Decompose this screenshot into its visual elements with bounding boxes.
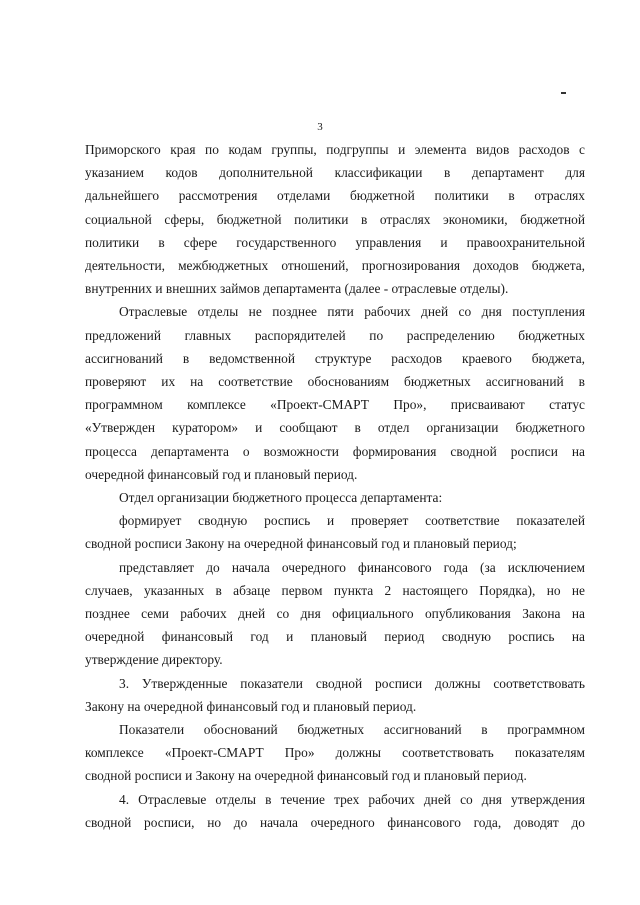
text-line: очередной финансовый год и плановый период сводную роспись на	[85, 629, 585, 645]
text-line: комплексе «Проект-СМАРТ Про» должны соответствовать показателям	[85, 745, 585, 761]
text-line: проверяют их на соответствие обоснованиям бюджетных ассигнований в	[85, 374, 585, 390]
text-line: дальнейшего рассмотрения отделами бюджетной политики в отраслях	[85, 188, 585, 204]
corner-mark	[561, 92, 566, 94]
text-line: Отдел организации бюджетного процесса департамента:	[119, 490, 443, 506]
text-line: позднее семи рабочих дней со дня официального опубликования Закона на	[85, 606, 585, 622]
text-line: ассигнований в ведомственной структуре расходов краевого бюджета,	[85, 350, 585, 366]
document-text-body	[85, 138, 585, 834]
text-line: утверждение директору.	[85, 652, 223, 668]
text-line: социальной сферы, бюджетной политики в отраслях экономики, бюджетной	[85, 211, 585, 227]
text-line: Приморского края по кодам группы, подгруппы и элемента видов расходов с	[85, 142, 585, 157]
text-line: Показатели обоснований бюджетных ассигнований в программном	[119, 722, 585, 738]
text-line: 4. Отраслевые отделы в течение трех рабочих дней со дня утверждения	[119, 791, 585, 807]
text-line: Закону на очередной финансовый год и плановый период.	[85, 698, 417, 714]
text-line: программном комплексе «Проект-СМАРТ Про», присваивают статус	[85, 397, 585, 413]
text-line: политики в сфере государственного управления и правоохранительной	[85, 234, 585, 250]
text-line: случаев, указанных в абзаце первом пункта 2 настоящего Порядка), но не	[85, 582, 585, 598]
text-line: процесса департамента о возможности формирования сводной росписи на	[85, 443, 585, 459]
text-line: «Утвержден куратором» и сообщают в отдел организации бюджетного	[85, 420, 585, 436]
text-line: сводной росписи Закону на очередной финансовый год и плановый период;	[85, 536, 517, 552]
text-line: деятельности, межбюджетных отношений, прогнозирования доходов бюджета,	[85, 258, 585, 274]
text-line: 3. Утвержденные показатели сводной росписи должны соответствовать	[119, 675, 585, 691]
page-number: 3	[317, 121, 323, 133]
text-line: сводной росписи и Закону на очередной финансовый год и плановый период.	[85, 768, 527, 784]
text-line: представляет до начала очередного финансового года (за исключением	[119, 559, 585, 575]
text-line: очередной финансовый год и плановый период.	[85, 466, 358, 482]
text-line: предложений главных распорядителей по распределению бюджетных	[85, 327, 585, 343]
text-line: сводной росписи, но до начала очередного финансового года, доводят до	[85, 814, 585, 830]
text-line: указанием кодов дополнительной классификации в департамент для	[85, 165, 585, 181]
text-line: формирует сводную роспись и проверяет соответствие показателей	[119, 513, 585, 529]
text-line: Отраслевые отделы не позднее пяти рабочих дней со дня поступления	[119, 304, 585, 320]
text-line: внутренних и внешних займов департамента (далее - отраслевые отделы).	[85, 281, 509, 297]
